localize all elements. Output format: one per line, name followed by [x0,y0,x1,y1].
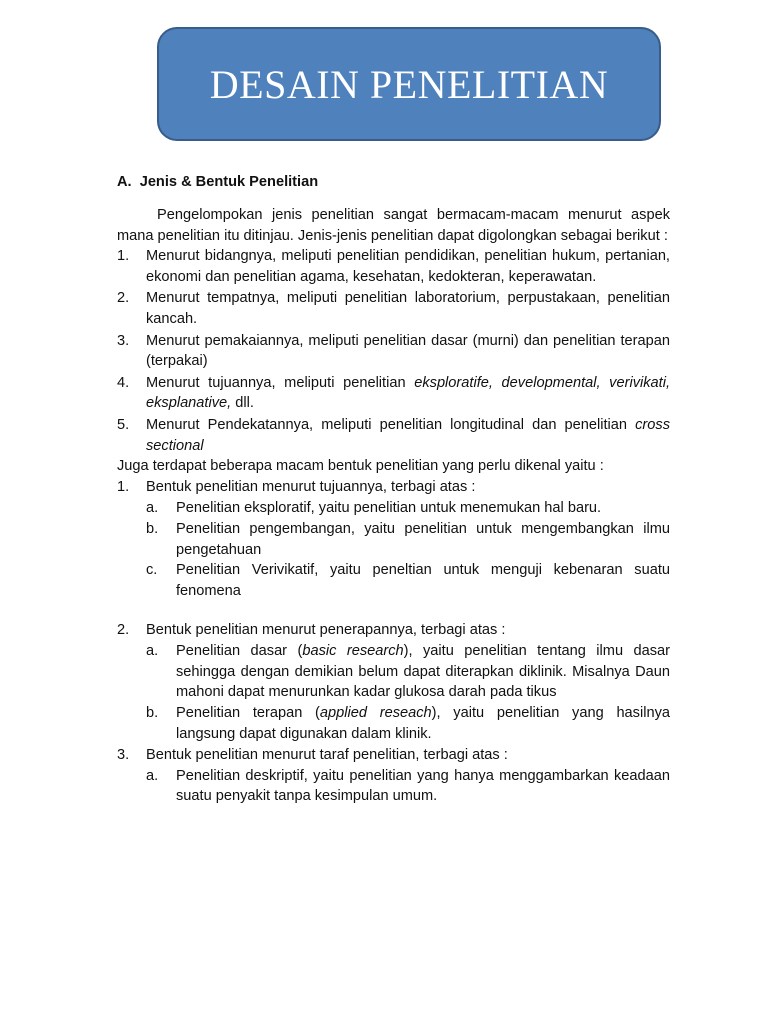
list-number: 1. [117,248,130,265]
list-number: 4. [117,374,130,391]
title-banner [157,27,661,141]
list-item [117,415,670,457]
group-heading-text: Bentuk penelitian menurut taraf penelitian, terbagi atas : [146,746,508,763]
sub-letter: a. [146,642,159,659]
sub-list-item [117,703,670,745]
sub-text: Penelitian deskriptif, yaitu penelitian yang hanya menggambarkan keadaan suatu penyakit tanpa kesimpulan umum. [176,767,670,805]
group-number: 2. [117,621,130,638]
list-number: 5. [117,416,130,433]
list-text-plain: Menurut tujuannya, meliputi penelitian [146,374,415,391]
list-text [146,415,670,457]
sub-text [176,641,670,703]
list-text-italic: eksploratife, developmental, verivikati, eksplanative, [146,374,671,412]
sub-text: Penelitian eksploratif, yaitu penelitian untuk menemukan hal baru. [176,499,602,516]
sub-list-item [117,498,670,519]
sub-text: Penelitian Verivikatif, yaitu peneltian untuk menguji kebenaran suatu fenomena [176,562,670,600]
section-marker: A. [117,174,132,190]
sub-list-item [117,641,670,703]
sub-text-plain: Penelitian terapan ( [176,705,320,722]
sub-text: Penelitian pengembangan, yaitu penelitian untuk mengembangkan ilmu pengetahuan [176,520,670,558]
sub-text-plain: Penelitian dasar ( [176,642,303,659]
group-heading-text: Bentuk penelitian menurut tujuannya, terbagi atas : [146,479,476,496]
sub-letter: a. [146,499,159,516]
group-heading [117,620,670,641]
sub-letter: a. [146,767,159,784]
list-text-plain: dll. [231,395,254,412]
list-text: Menurut tempatnya, meliputi penelitian laboratorium, perpustakaan, penelitian kancah. [146,290,670,328]
group-heading [117,477,670,498]
list-item [117,288,670,330]
list-item [117,373,670,415]
sub-text-plain: ), yaitu penelitian yang hasilnya langsung dapat digunakan dalam klinik. [176,705,670,742]
page-title: DESAIN PENELITIAN [209,61,609,107]
sub-list-item [117,766,670,808]
group-number: 1. [117,479,130,496]
sub-list-item [117,519,670,561]
list-text-plain: Menurut Pendekatannya, meliputi penelitian longitudinal dan penelitian [146,416,636,433]
sub-text-plain: ), yaitu penelitian tentang ilmu dasar sehingga dengan demikian belum dapat diterapkan diklinik. Misalnya Daun mahoni dapat menurunkan kadar glukosa darah pada tikus [176,642,671,701]
list-text: Menurut pemakaiannya, meliputi penelitian dasar (murni) dan penelitian terapan (terpakai) [146,332,670,370]
section-heading [117,172,670,193]
sub-list-item [117,560,670,602]
forms-intro: Juga terdapat beberapa macam bentuk penelitian yang perlu dikenal yaitu : [117,458,604,475]
group-heading-text: Bentuk penelitian menurut penerapannya, terbagi atas : [146,621,506,638]
document-body [117,172,670,807]
group-number: 3. [117,746,130,763]
sub-letter: b. [146,705,159,722]
sub-text-italic: basic research [302,642,404,659]
list-item [117,331,670,373]
sub-text [176,703,670,745]
list-item [117,246,670,288]
sub-text-italic: applied reseach [319,705,432,722]
list-text: Menurut bidangnya, meliputi penelitian pendidikan, penelitian hukum, pertanian, ekonomi dan penelitian agama, kesehatan, kedokteran, keperawatan. [146,248,670,286]
sub-letter: c. [146,562,158,579]
group-heading [117,745,670,766]
list-number: 3. [117,332,130,349]
list-text [146,373,670,415]
intro-paragraph: Pengelompokan jenis penelitian sangat bermacam-macam menurut aspek mana penelitian itu ditinjau. Jenis-jenis penelitian dapat digolongkan sebagai berikut : [117,206,670,244]
list-number: 2. [117,290,130,307]
list-text-italic: cross sectional [146,416,670,454]
sub-letter: b. [146,520,159,537]
section-heading-text: Jenis & Bentuk Penelitian [139,174,319,190]
